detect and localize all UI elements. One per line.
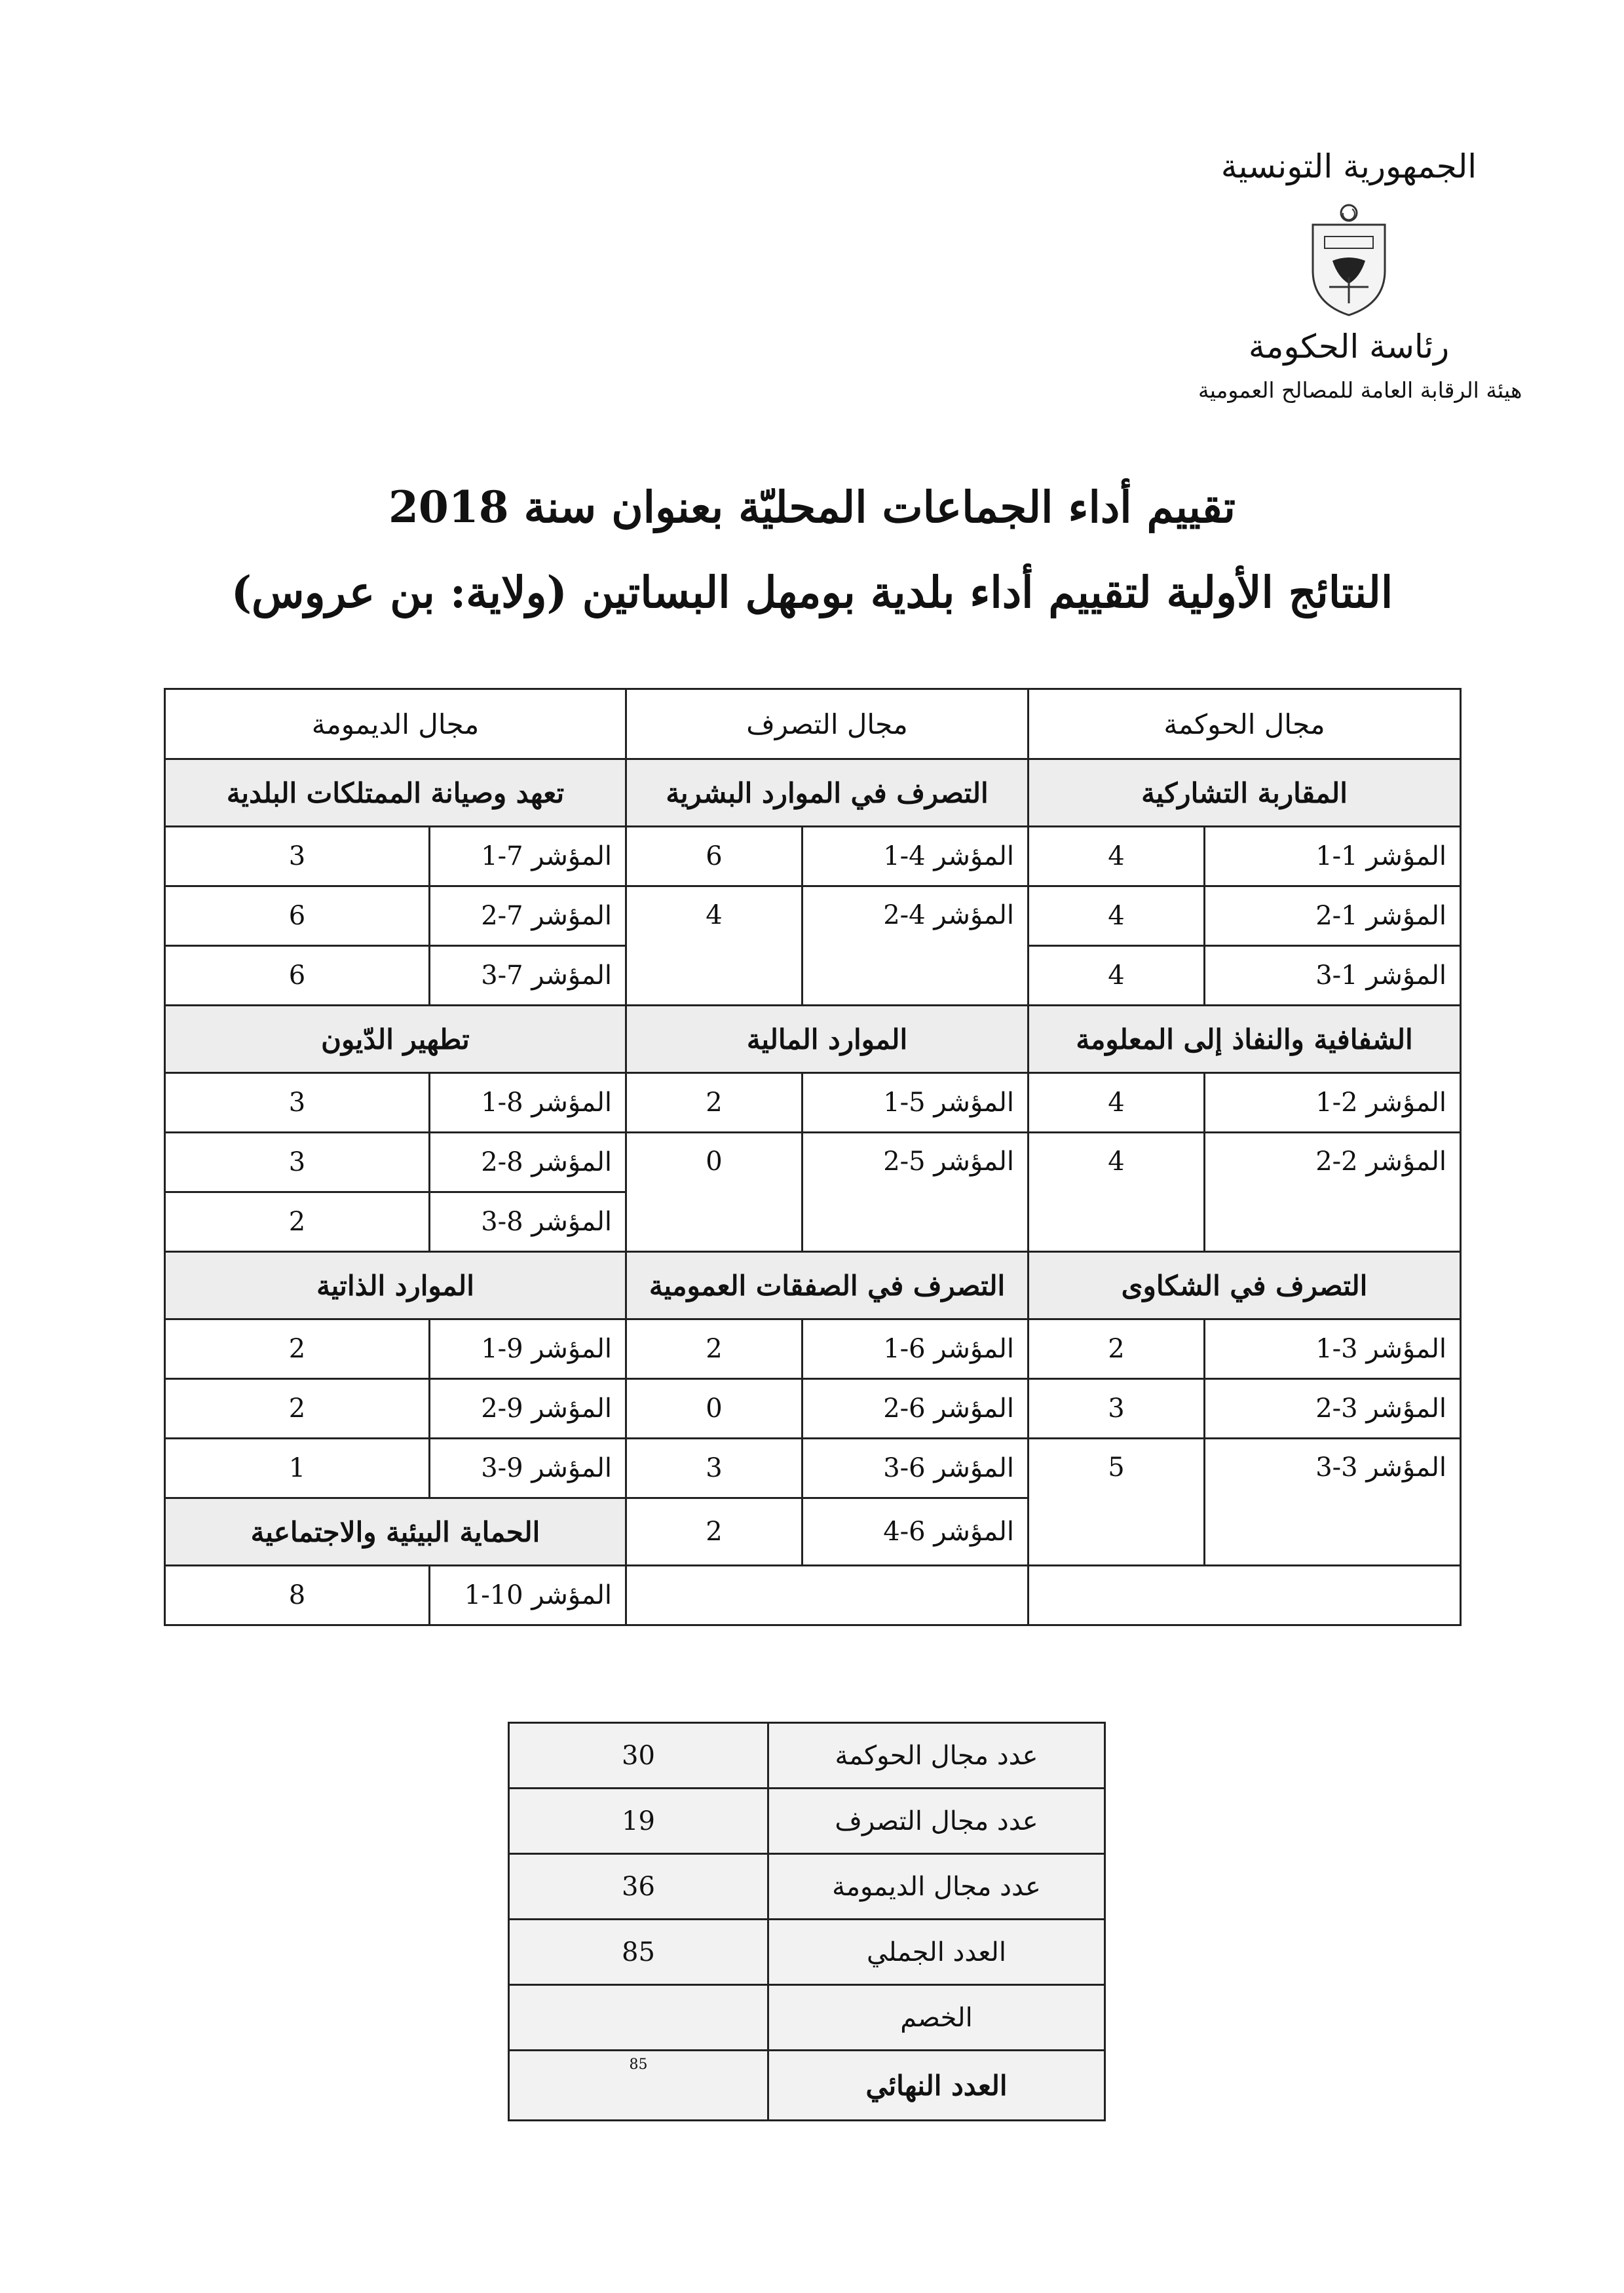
table-row [509,1723,1105,1789]
table-row [165,1319,1461,1379]
indicator-label: المؤشر 7-3 [430,946,626,1006]
summary-label: الخصم [768,1985,1105,2051]
indicator-value: 2 [165,1379,430,1439]
indicator-value: 4 [626,886,803,1006]
empty-cell [1029,1566,1461,1625]
section-complaints: التصرف في الشكاوى [1029,1252,1461,1319]
domains-row [165,689,1461,759]
indicator-label: المؤشر 9-2 [430,1379,626,1439]
section-participatory-approach: المقاربة التشاركية [1029,759,1461,827]
summary-label: عدد مجال الحوكمة [768,1723,1105,1789]
summary-label: العدد الجملي [768,1920,1105,1985]
indicator-label: المؤشر 5-2 [803,1133,1029,1252]
indicator-value: 8 [165,1566,430,1625]
indicator-value: 4 [1029,827,1205,886]
indicator-label: المؤشر 3-2 [1205,1379,1461,1439]
section-human-resources: التصرف في الموارد البشرية [626,759,1029,827]
section-row [165,1006,1461,1073]
section-row [165,759,1461,827]
table-row [165,1566,1461,1625]
indicator-value: 4 [1029,946,1205,1006]
indicator-label: المؤشر 7-1 [430,827,626,886]
summary-label: عدد مجال التصرف [768,1789,1105,1854]
table-row [509,1985,1105,2051]
summary-value [509,1985,768,2051]
table-row [165,827,1461,886]
indicator-value: 4 [1029,886,1205,946]
indicator-value: 6 [165,946,430,1006]
section-financial-resources: الموارد المالية [626,1006,1029,1073]
table-row [165,1439,1461,1498]
indicator-value: 2 [165,1319,430,1379]
indicator-label: المؤشر 9-1 [430,1319,626,1379]
indicator-value: 0 [626,1379,803,1439]
indicator-value: 4 [1029,1073,1205,1133]
domain-governance: مجال الحوكمة [1029,689,1461,759]
country-name: الجمهورية التونسية [1220,147,1477,185]
indicator-value: 2 [626,1498,803,1566]
indicator-label: المؤشر 3-1 [1205,1319,1461,1379]
summary-value: 36 [509,1854,768,1920]
indicator-label: المؤشر 2-1 [1205,1073,1461,1133]
indicator-value: 3 [626,1439,803,1498]
table-row [509,2051,1105,2121]
agency-name: هيئة الرقابة العامة للمصالح العمومية [1198,377,1522,403]
table-row [165,1133,1461,1192]
government-name: رئاسة الحكومة [1248,328,1450,366]
section-own-resources: الموارد الذاتية [165,1252,626,1319]
indicator-label: المؤشر 6-4 [803,1498,1029,1566]
indicator-value: 3 [165,1073,430,1133]
header-block [1198,147,1522,403]
summary-value: 85 [509,1920,768,1985]
summary-value: 19 [509,1789,768,1854]
domain-sustainability: مجال الديمومة [165,689,626,759]
section-municipal-property: تعهد وصيانة الممتلكات البلدية [165,759,626,827]
indicator-value: 0 [626,1133,803,1252]
table-row [509,1789,1105,1854]
indicator-value: 2 [626,1073,803,1133]
indicator-value: 5 [1029,1439,1205,1566]
page-subtitle: النتائج الأولية لتقييم أداء بلدية بومهل البساتين (ولاية: بن عروس) [231,567,1393,618]
indicator-value: 3 [165,827,430,886]
section-row [165,1252,1461,1319]
indicator-label: المؤشر 7-2 [430,886,626,946]
indicator-value: 4 [1029,1133,1205,1252]
indicator-value: 1 [165,1439,430,1498]
page-title: تقييم أداء الجماعات المحليّة بعنوان سنة 2018 [388,482,1236,533]
summary-value: 30 [509,1723,768,1789]
indicator-label: المؤشر 6-3 [803,1439,1029,1498]
summary-label: عدد مجال الديمومة [768,1854,1105,1920]
table-row [165,886,1461,946]
section-environmental-protection: الحماية البيئية والاجتماعية [165,1498,626,1566]
indicator-label: المؤشر 4-2 [803,886,1029,1006]
summary-value: 85 [509,2051,768,2121]
indicator-value: 6 [626,827,803,886]
indicator-label: المؤشر 6-1 [803,1319,1029,1379]
indicator-value: 3 [1029,1379,1205,1439]
table-row [509,1920,1105,1985]
indicator-label: المؤشر 1-1 [1205,827,1461,886]
indicator-label: المؤشر 8-2 [430,1133,626,1192]
table-row [509,1854,1105,1920]
indicator-label: المؤشر 1-2 [1205,886,1461,946]
indicator-value: 2 [1029,1319,1205,1379]
section-transparency: الشفافية والنفاذ إلى المعلومة [1029,1006,1461,1073]
empty-cell [626,1566,1029,1625]
table-row [165,1073,1461,1133]
section-debt-settlement: تطهير الدّيون [165,1006,626,1073]
indicator-label: المؤشر 6-2 [803,1379,1029,1439]
indicator-label: المؤشر 8-3 [430,1192,626,1252]
indicator-label: المؤشر 2-2 [1205,1133,1461,1252]
indicator-label: المؤشر 3-3 [1205,1439,1461,1566]
coat-of-arms-icon [1300,199,1398,320]
indicator-label: المؤشر 4-1 [803,827,1029,886]
indicator-label: المؤشر 9-3 [430,1439,626,1498]
indicator-value: 2 [626,1319,803,1379]
indicator-label: المؤشر 5-1 [803,1073,1029,1133]
indicator-value: 6 [165,886,430,946]
summary-label: العدد النهائي [768,2051,1105,2121]
indicator-label: المؤشر 10-1 [430,1566,626,1625]
indicator-label: المؤشر 8-1 [430,1073,626,1133]
domain-management: مجال التصرف [626,689,1029,759]
summary-table [508,1722,1106,2121]
table-row [165,1379,1461,1439]
section-public-procurement: التصرف في الصفقات العمومية [626,1252,1029,1319]
evaluation-table [164,688,1462,1626]
indicator-value: 3 [165,1133,430,1192]
indicator-value: 2 [165,1192,430,1252]
indicator-label: المؤشر 1-3 [1205,946,1461,1006]
